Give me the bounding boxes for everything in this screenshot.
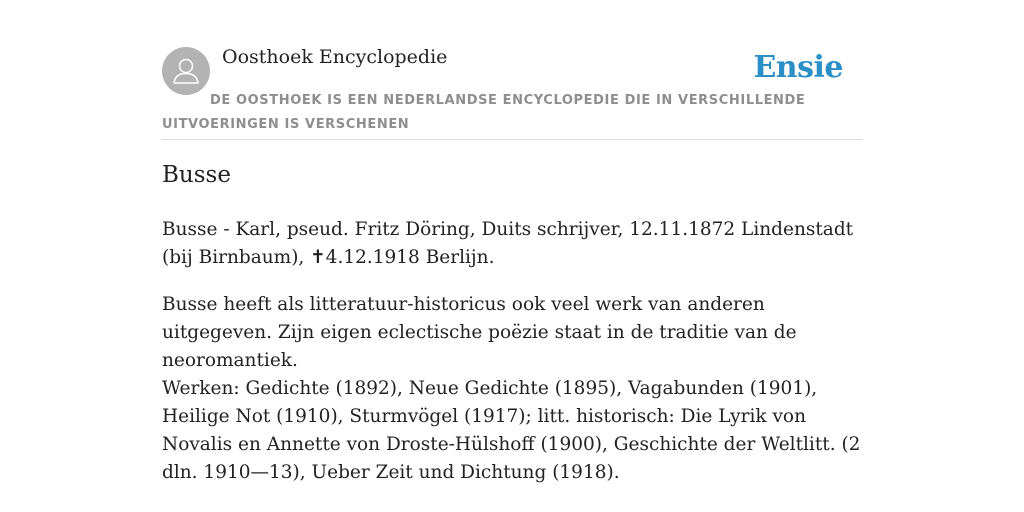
user-silhouette-icon — [162, 47, 210, 95]
entry-title: Busse — [162, 162, 231, 188]
avatar[interactable] — [162, 47, 210, 95]
source-name-link[interactable]: Oosthoek Encyclopedie — [222, 46, 448, 68]
source-description: DE OOSTHOEK IS EEN NEDERLANDSE ENCYCLOPEDIE DIE IN VERSCHILLENDE UITVOERINGEN IS VERSCHENEN — [162, 93, 806, 132]
page-container — [162, 0, 862, 483]
entry-paragraph-3: Werken: Gedichte (1892), Neue Gedichte (1895), Vagabunden (1901), Heilige Not (1910), Sturmvögel (1917); litt. historisch: Die Lyrik von Novalis en Annette von Droste-Hülshoff (1900), Geschichte der Weltlitt. (2 dln. 1910—13), Ueber Zeit und Dichtung (1918). — [162, 378, 861, 483]
entry-paragraph-1: Busse - Karl, pseud. Fritz Döring, Duits schrijver, 12.11.1872 Lindenstadt (bij Birnbaum), ✝4.12.1918 Berlijn. — [162, 219, 854, 268]
brand-logo[interactable]: Ensie — [753, 50, 843, 85]
entry-paragraph-2: Busse heeft als litteratuur-historicus ook veel werk van anderen uitgegeven. Zijn eigen eclectische poëzie staat in de traditie van de neoromantiek. — [162, 294, 797, 371]
source-header — [162, 0, 862, 140]
